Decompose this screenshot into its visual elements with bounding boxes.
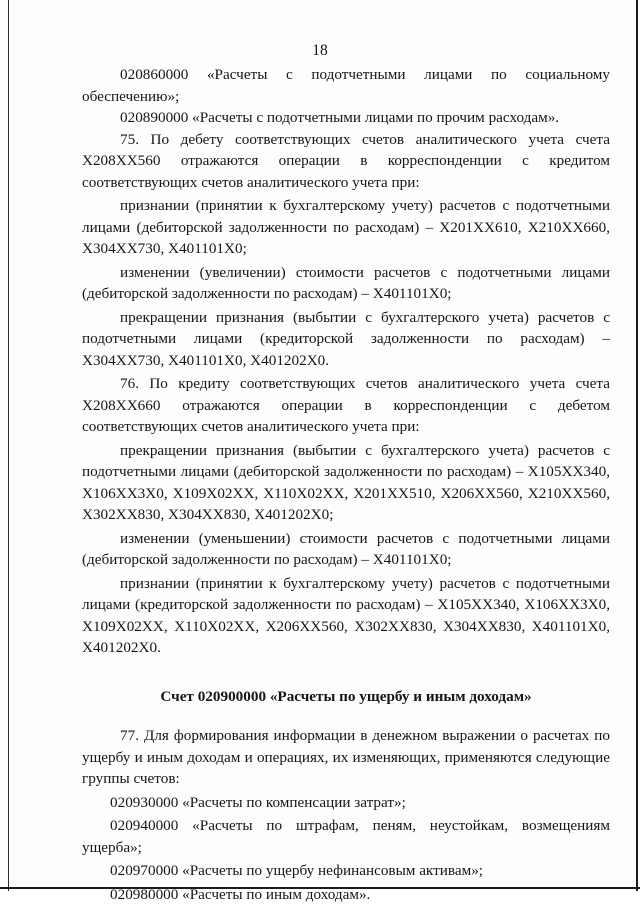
account-group-020940000: 020940000 «Расчеты по штрафам, пеням, неустойкам, возмещениям ущерба»; — [82, 815, 610, 858]
account-line-020860000: 020860000 «Расчеты с подотчетными лицами по социальному обеспечению»; — [82, 64, 610, 107]
page-number: 18 — [0, 42, 640, 60]
paragraph-76-recognition: признании (принятии к бухгалтерскому учету) расчетов с подотчетными лицами (кредиторской задолженности по расходам) – Х105ХХ340, Х106ХХ3Х0, Х109Х02ХХ, Х110Х02ХХ, Х206ХХ560, Х302ХХ830, Х304ХХ830, Х401101Х0, Х401202Х0. — [82, 573, 610, 659]
paragraph-76-decrease: изменении (уменьшении) стоимости расчетов с подотчетными лицами (дебиторской задолженности по расходам) – Х401101Х0; — [82, 528, 610, 571]
scan-edge-right — [636, 0, 638, 891]
paragraph-75-increase: изменении (увеличении) стоимости расчетов с подотчетными лицами (дебиторской задолженности по расходам) – Х401101Х0; — [82, 262, 610, 305]
account-group-020970000: 020970000 «Расчеты по ущербу нефинансовым активам»; — [82, 860, 610, 882]
paragraph-77: 77. Для формирования информации в денежном выражении о расчетах по ущербу и иным доходам и операциях, их изменяющих, применяются следующие группы счетов: — [82, 725, 610, 790]
account-group-020930000: 020930000 «Расчеты по компенсации затрат»; — [82, 792, 610, 814]
paragraph-76: 76. По кредиту соответствующих счетов аналитического учета счета Х208ХХ660 отражаются операции в корреспонденции с дебетом соответствующих счетов аналитического учета при: — [82, 373, 610, 438]
document-body — [82, 64, 610, 905]
account-line-020890000: 020890000 «Расчеты с подотчетными лицами по прочим расходам». — [82, 107, 610, 129]
section-heading: Счет 020900000 «Расчеты по ущербу и иным доходам» — [82, 686, 610, 708]
paragraph-76-derecognition: прекращении признания (выбытии с бухгалтерского учета) расчетов с подотчетными лицами (дебиторской задолженности по расходам) – Х105ХХ340, Х106ХХ3Х0, Х109Х02ХХ, Х110Х02ХХ, Х201ХХ510, Х206ХХ560, Х210ХХ560, Х302ХХ830, Х304ХХ830, Х401202Х0; — [82, 440, 610, 526]
paragraph-75: 75. По дебету соответствующих счетов аналитического учета счета Х208ХХ560 отражаются операции в корреспонденции с кредитом соответствующих счетов аналитического учета при: — [82, 129, 610, 194]
paragraph-75-derecognition: прекращении признания (выбытии с бухгалтерского учета) расчетов с подотчетными лицами (кредиторской задолженности по расходам) – Х304ХХ730, Х401101Х0, Х401202Х0. — [82, 307, 610, 372]
account-group-020980000: 020980000 «Расчеты по иным доходам». — [82, 884, 610, 905]
scan-edge-left — [8, 0, 9, 891]
paragraph-75-recognition: признании (принятии к бухгалтерскому учету) расчетов с подотчетными лицами (дебиторской задолженности по расходам) – Х201ХХ610, Х210ХХ660, Х304ХХ730, Х401101Х0; — [82, 195, 610, 260]
